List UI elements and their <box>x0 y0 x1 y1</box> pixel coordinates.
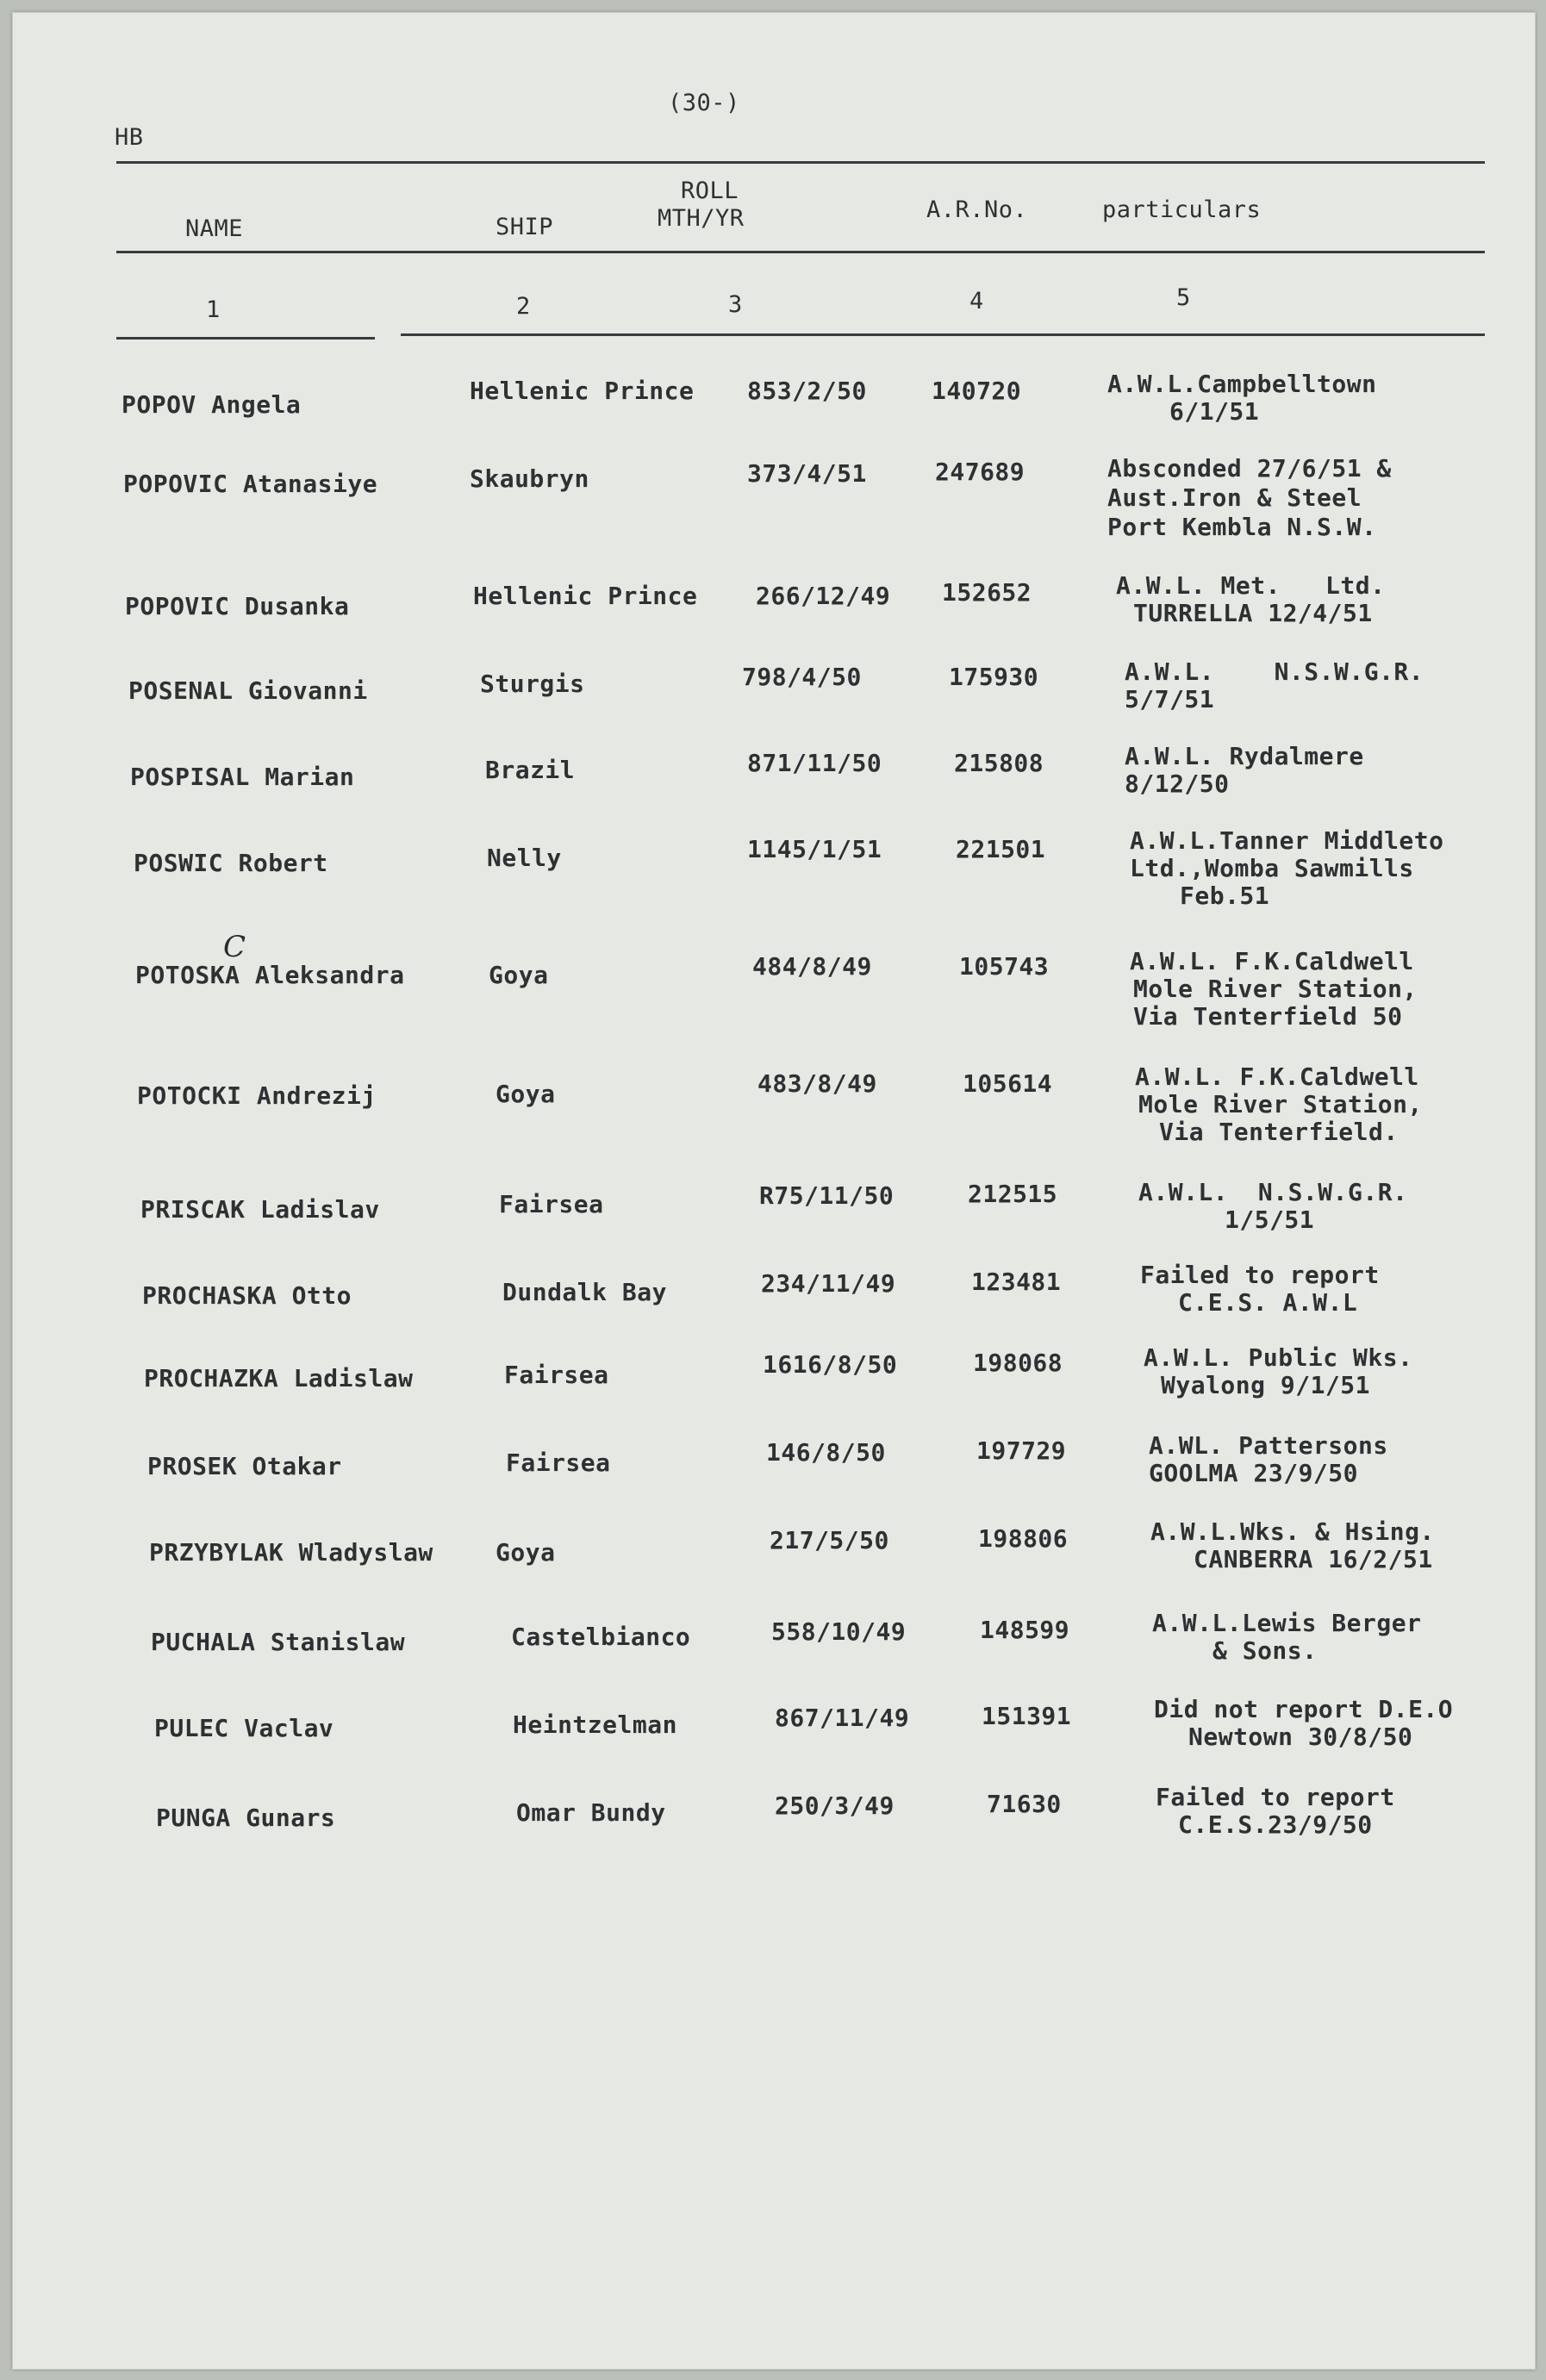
row-particulars-line2: CANBERRA 16/2/51 <box>1194 1545 1433 1573</box>
row-ship: Goya <box>496 1080 556 1108</box>
table-row <box>13 454 1535 556</box>
row-ar-no: 197729 <box>976 1436 1067 1465</box>
page-initials: HB <box>115 124 144 151</box>
row-ar-no: 198806 <box>978 1524 1069 1553</box>
row-roll: 217/5/50 <box>770 1526 889 1554</box>
row-particulars-line3: Via Tenterfield. <box>1159 1118 1399 1146</box>
column-number-2: 2 <box>516 293 531 320</box>
row-name: POTOCKI Andrezij <box>137 1081 377 1110</box>
table-row <box>13 930 1535 1047</box>
header-bottom-rule-right <box>401 333 1485 336</box>
row-ar-no: 105614 <box>963 1069 1053 1098</box>
row-name: POPOVIC Dusanka <box>125 592 350 620</box>
row-ar-no: 123481 <box>971 1268 1062 1296</box>
row-ar-no: 212515 <box>968 1180 1058 1208</box>
row-roll: 483/8/49 <box>757 1069 877 1098</box>
row-roll: 250/3/49 <box>775 1791 895 1820</box>
column-header-particulars: particulars <box>1102 196 1262 223</box>
row-ship: Fairsea <box>499 1190 604 1218</box>
row-ship: Omar Bundy <box>516 1798 666 1827</box>
row-particulars-line1: Failed to report <box>1140 1261 1380 1289</box>
row-ship: Heintzelman <box>513 1710 677 1739</box>
row-roll: 1145/1/51 <box>747 835 882 863</box>
row-name: PULEC Vaclav <box>154 1714 334 1742</box>
row-particulars-line2: Ltd.,Womba Sawmills <box>1130 854 1414 882</box>
row-roll: 558/10/49 <box>771 1617 907 1646</box>
row-ship: Skaubryn <box>470 464 589 493</box>
row-particulars-line2: 1/5/51 <box>1225 1206 1315 1234</box>
row-name: PROCHASKA Otto <box>142 1281 352 1310</box>
column-header-roll: ROLL <box>681 178 739 204</box>
row-particulars-line1: A.WL. Pattersons <box>1149 1431 1388 1460</box>
row-roll: 373/4/51 <box>747 459 867 488</box>
row-ship: Dundalk Bay <box>502 1278 667 1306</box>
row-particulars-line1: Failed to report <box>1156 1783 1395 1811</box>
row-name: PRZYBYLAK Wladyslaw <box>149 1538 433 1567</box>
column-header-ar-no: A.R.No. <box>926 196 1028 223</box>
row-ar-no: 105743 <box>959 952 1050 981</box>
column-number-3: 3 <box>728 291 743 318</box>
row-ar-no: 247689 <box>935 458 1025 486</box>
row-roll: 234/11/49 <box>761 1269 896 1298</box>
column-header-mth-yr: MTH/YR <box>658 205 745 232</box>
row-particulars-line1: A.W.L.Campbelltown <box>1107 370 1377 398</box>
row-ship: Nelly <box>487 844 562 872</box>
row-ar-no: 175930 <box>949 663 1039 691</box>
row-particulars-line1: Did not report D.E.O <box>1154 1695 1454 1723</box>
row-particulars-line2: & Sons. <box>1212 1636 1318 1665</box>
table-row <box>13 826 1535 935</box>
row-ship: Castelbianco <box>511 1623 691 1651</box>
row-ship: Goya <box>489 961 549 989</box>
row-name: POPOVIC Atanasiye <box>123 470 378 498</box>
row-name: PROCHAZKA Ladislaw <box>144 1364 414 1392</box>
row-particulars-line2: GOOLMA 23/9/50 <box>1149 1459 1359 1487</box>
row-particulars-line3: Via Tenterfield 50 <box>1133 1002 1403 1031</box>
header-middle-rule <box>116 251 1485 253</box>
row-roll: 798/4/50 <box>742 663 862 691</box>
row-particulars-line2: Mole River Station, <box>1133 975 1418 1003</box>
page-number: (30-) <box>668 90 740 116</box>
table-row <box>13 1062 1535 1168</box>
row-particulars-line1: A.W.L.Tanner Middleto <box>1130 826 1444 855</box>
row-name: PROSEK Otakar <box>147 1452 342 1480</box>
row-particulars-line2: 5/7/51 <box>1125 685 1215 713</box>
column-number-1: 1 <box>206 296 221 323</box>
row-name: POSENAL Giovanni <box>128 676 368 705</box>
row-roll: 484/8/49 <box>752 952 872 981</box>
row-particulars-line1: A.W.L. Met. Ltd. <box>1116 571 1386 600</box>
row-name: PRISCAK Ladislav <box>140 1195 380 1224</box>
row-particulars-line1: A.W.L. F.K.Caldwell <box>1135 1062 1419 1091</box>
handwritten-annotation: C <box>223 930 246 964</box>
row-ar-no: 148599 <box>980 1616 1070 1644</box>
row-name: PUCHALA Stanislaw <box>151 1628 406 1656</box>
row-name: PUNGA Gunars <box>156 1804 336 1832</box>
row-particulars-line2: Mole River Station, <box>1138 1090 1423 1118</box>
row-particulars-line2: Wyalong 9/1/51 <box>1161 1371 1371 1399</box>
row-ar-no: 140720 <box>932 377 1022 405</box>
row-ship: Fairsea <box>504 1361 609 1389</box>
header-bottom-rule-left <box>116 337 375 340</box>
row-ship: Hellenic Prince <box>473 582 698 610</box>
row-name: POSPISAL Marian <box>130 763 355 791</box>
row-ship: Sturgis <box>480 670 585 698</box>
document-page <box>12 12 1536 2370</box>
row-ship: Hellenic Prince <box>470 377 695 405</box>
row-particulars-line1: A.W.L. N.S.W.G.R. <box>1125 657 1424 686</box>
row-particulars-line2: C.E.S. A.W.L <box>1178 1288 1358 1317</box>
row-particulars-line3: Port Kembla N.S.W. <box>1107 513 1377 541</box>
row-particulars-line2: 8/12/50 <box>1125 769 1230 798</box>
column-header-name: NAME <box>185 215 244 242</box>
row-ar-no: 152652 <box>942 578 1032 607</box>
row-ship: Brazil <box>485 756 576 784</box>
table-row <box>13 370 1535 463</box>
row-ship: Goya <box>496 1538 556 1567</box>
row-particulars-line1: Absconded 27/6/51 & <box>1107 454 1392 483</box>
row-particulars-line2: TURRELLA 12/4/51 <box>1133 599 1373 627</box>
row-particulars-line3: Feb.51 <box>1180 882 1270 910</box>
row-particulars-line2: 6/1/51 <box>1169 397 1260 426</box>
row-particulars-line1: A.W.L. N.S.W.G.R. <box>1138 1178 1408 1206</box>
column-number-5: 5 <box>1176 284 1191 311</box>
row-roll: 867/11/49 <box>775 1704 910 1732</box>
row-ar-no: 215808 <box>954 749 1044 777</box>
row-particulars-line1: A.W.L.Wks. & Hsing. <box>1150 1517 1435 1546</box>
row-name: POTOSKA Aleksandra <box>135 961 405 989</box>
row-ship: Fairsea <box>506 1449 611 1477</box>
row-ar-no: 198068 <box>973 1349 1063 1377</box>
row-particulars-line2: Newtown 30/8/50 <box>1188 1723 1413 1751</box>
row-name: POSWIC Robert <box>134 849 328 877</box>
row-particulars-line2: C.E.S.23/9/50 <box>1178 1810 1373 1839</box>
row-roll: 266/12/49 <box>756 582 891 610</box>
row-particulars-line1: A.W.L. Public Wks. <box>1144 1343 1413 1372</box>
row-ar-no: 221501 <box>956 835 1046 863</box>
row-ar-no: 71630 <box>987 1790 1062 1818</box>
header-top-rule <box>116 161 1485 164</box>
row-roll: R75/11/50 <box>759 1181 895 1210</box>
row-roll: 1616/8/50 <box>763 1350 898 1379</box>
column-header-ship: SHIP <box>496 214 554 240</box>
row-roll: 853/2/50 <box>747 377 867 405</box>
row-roll: 146/8/50 <box>766 1438 886 1467</box>
row-name: POPOV Angela <box>122 390 302 419</box>
row-particulars-line2: Aust.Iron & Steel <box>1107 483 1362 512</box>
column-number-4: 4 <box>969 288 984 315</box>
row-ar-no: 151391 <box>982 1702 1072 1730</box>
row-roll: 871/11/50 <box>747 749 882 777</box>
row-particulars-line1: A.W.L. F.K.Caldwell <box>1130 947 1414 975</box>
row-particulars-line1: A.W.L.Lewis Berger <box>1152 1609 1422 1637</box>
table-row <box>13 1783 1535 1890</box>
row-particulars-line1: A.W.L. Rydalmere <box>1125 742 1364 770</box>
